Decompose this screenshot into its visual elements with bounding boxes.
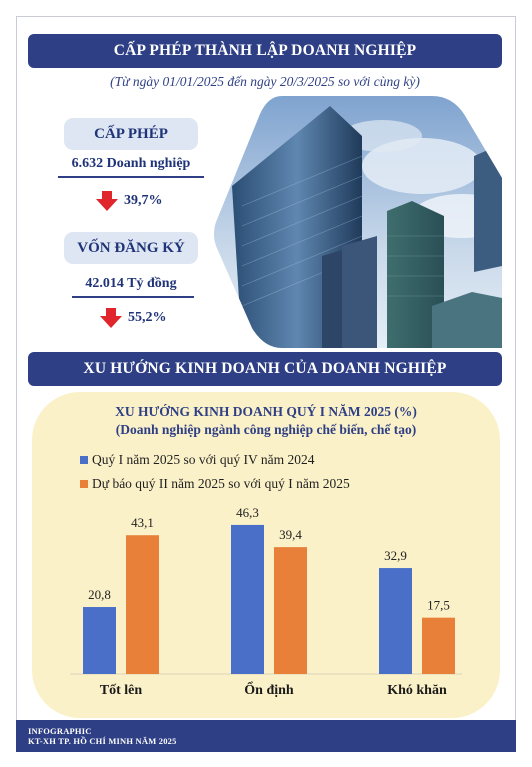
licensing-label: CẤP PHÉP: [64, 118, 198, 150]
licensing-value: 6.632 Doanh nghiệp: [71, 156, 191, 171]
arrow-down-icon: [100, 308, 122, 328]
chart-title: XU HƯỚNG KINH DOANH QUÝ I NĂM 2025 (%): [115, 404, 417, 419]
bar-q2-forecast-kho-khan: [422, 618, 455, 674]
licensing-change-value: 39,7%: [124, 193, 163, 208]
x-tick-label-tot-len: Tốt lên: [99, 683, 143, 698]
data-label-q2-forecast-kho-khan: 17,5: [427, 597, 450, 613]
x-tick-label-on-dinh: Ổn định: [244, 683, 294, 698]
footer-line1: INFOGRAPHIC: [28, 726, 92, 736]
data-label-q1-tot-len: 20,8: [88, 587, 111, 603]
capital-label: VỐN ĐĂNG KÝ: [64, 232, 198, 264]
capital-change: [100, 308, 167, 328]
bar-chart: [32, 392, 500, 718]
bar-q1-kho-khan: [379, 568, 412, 674]
bar-q2-forecast-on-dinh: [274, 547, 307, 674]
capital-underline: [72, 296, 194, 298]
header-banner: CẤP PHÉP THÀNH LẬP DOANH NGHIỆP: [28, 34, 502, 68]
x-tick-label-kho-khan: Khó khăn: [387, 683, 447, 698]
legend-label-q1: Quý I năm 2025 so với quý IV năm 2024: [92, 452, 315, 467]
data-label-q2-forecast-tot-len: 43,1: [131, 515, 154, 531]
data-label-q1-kho-khan: 32,9: [384, 548, 407, 564]
licensing-underline: [58, 176, 204, 178]
arrow-down-icon: [96, 191, 118, 211]
capital-change-value: 55,2%: [128, 310, 167, 325]
data-label-q2-forecast-on-dinh: 39,4: [279, 527, 302, 543]
trend-banner: XU HƯỚNG KINH DOANH CỦA DOANH NGHIỆP: [28, 352, 502, 386]
bar-q1-on-dinh: [231, 525, 264, 674]
data-label-q1-on-dinh: 46,3: [236, 504, 259, 520]
city-skyline-image: [212, 96, 502, 348]
bar-q1-tot-len: [83, 607, 116, 674]
header-subtitle: (Từ ngày 01/01/2025 đến ngày 20/3/2025 so với cùng kỳ): [110, 74, 420, 89]
legend-label-q2-forecast: Dự báo quý II năm 2025 so với quý I năm 2025: [92, 476, 350, 491]
footer: [16, 720, 516, 752]
footer-line2: KT-XH TP. HỒ CHÍ MINH NĂM 2025: [28, 736, 177, 746]
licensing-change: [96, 191, 163, 211]
chart-subtitle: (Doanh nghiệp ngành công nghiệp chế biến, chế tạo): [115, 422, 417, 437]
capital-value: 42.014 Tỷ đồng: [85, 276, 177, 291]
bar-q2-forecast-tot-len: [126, 535, 159, 674]
